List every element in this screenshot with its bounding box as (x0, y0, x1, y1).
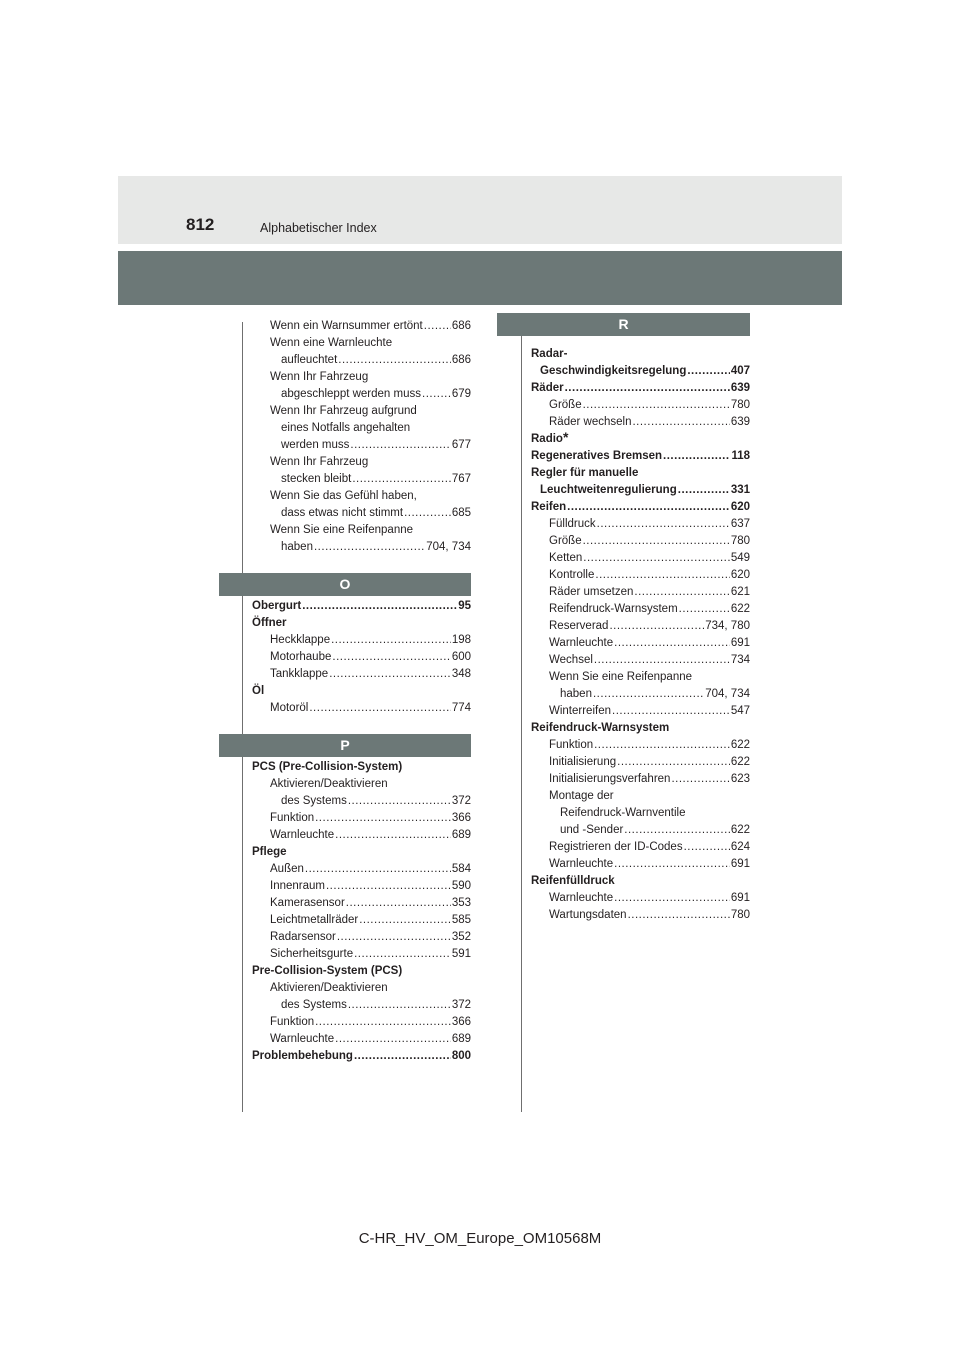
index-entry (531, 771, 750, 788)
index-entry-term: Größe (549, 535, 582, 547)
index-entry (531, 601, 750, 618)
index-entry-term: Wenn eine Warnleuchte (270, 337, 393, 349)
index-entry-term: Kamerasensor (270, 897, 345, 909)
index-entry (252, 793, 471, 810)
dot-leader (329, 666, 451, 683)
dot-leader (350, 437, 450, 454)
index-entry-page: 691 (730, 637, 750, 649)
index-entry-term: Wenn Ihr Fahrzeug (270, 371, 369, 383)
dot-leader (305, 861, 451, 878)
dot-leader (359, 912, 451, 929)
index-entry: Radio * (531, 431, 750, 448)
index-entry (531, 567, 750, 584)
index-entry-term: und -Sender (560, 824, 624, 836)
index-entry (531, 805, 750, 822)
index-entry-page: 689 (451, 829, 471, 841)
index-entry-page: 366 (451, 1016, 471, 1028)
index-entry-term: Radio (531, 433, 563, 445)
dot-leader (309, 700, 450, 717)
index-entry-page: 622 (730, 603, 750, 615)
index-entry (531, 839, 750, 856)
index-entry (252, 352, 471, 369)
index-entry-term: haben (281, 541, 313, 553)
index-entry-term: des Systems (281, 999, 347, 1011)
index-entry (252, 649, 471, 666)
index-entry-page: 734, 780 (705, 620, 750, 632)
index-entry (252, 861, 471, 878)
index-entry-page: 637 (730, 518, 750, 530)
dot-leader (583, 533, 730, 550)
index-entry-term: aufleuchtet (281, 354, 338, 366)
dot-leader (687, 363, 729, 380)
index-entry (252, 700, 471, 717)
index-entry (252, 335, 471, 352)
index-entry-term: Reserverad (549, 620, 609, 632)
dot-leader (565, 380, 730, 397)
index-entry-term: Wenn Sie eine Reifenpanne (549, 671, 693, 683)
index-entry (252, 844, 471, 861)
index-entry (252, 505, 471, 522)
index-entry-term: Wenn Ihr Fahrzeug aufgrund (270, 405, 417, 417)
dot-leader (302, 598, 457, 615)
dot-leader (331, 632, 451, 649)
dot-leader (335, 827, 451, 844)
index-entry-page: 689 (451, 1033, 471, 1045)
dot-leader (594, 737, 730, 754)
index-entry (252, 420, 471, 437)
index-entry (252, 454, 471, 471)
dot-leader (593, 686, 704, 703)
index-entry (252, 912, 471, 929)
index-entry-term: Funktion (270, 812, 315, 824)
index-entry-term: Räder umsetzen (549, 586, 634, 598)
index-entry-page: 704, 734 (705, 688, 750, 700)
index-entry-term: PCS (Pre-Collision-System) (252, 761, 403, 773)
index-entry-term: Öffner (252, 617, 287, 629)
index-entry-term: Warnleuchte (270, 829, 335, 841)
index-entry-term: Warnleuchte (270, 1033, 335, 1045)
index-entry-term: Reifenfülldruck (531, 875, 615, 887)
index-entry (252, 666, 471, 683)
index-entry-page: 348 (451, 668, 471, 680)
index-entry (531, 907, 750, 924)
index-entry (531, 788, 750, 805)
index-entry-term: Warnleuchte (549, 892, 614, 904)
index-entry-term: Wechsel (549, 654, 593, 666)
index-entry-page: 620 (730, 569, 750, 581)
dot-leader (612, 703, 730, 720)
index-entry-term: Reifendruck-Warnventile (560, 807, 686, 819)
dot-leader (595, 567, 729, 584)
index-entry (531, 380, 750, 397)
index-entry-page: 734 (730, 654, 750, 666)
index-entry-term: Leichtmetallräder (270, 914, 359, 926)
index-entry-term: Pflege (252, 846, 287, 858)
index-entry (531, 363, 750, 380)
dot-leader (614, 635, 730, 652)
index-entry-term: Räder (531, 382, 564, 394)
dot-leader (348, 793, 451, 810)
index-entry-page: 372 (451, 999, 471, 1011)
index-entry (531, 516, 750, 533)
dot-leader (679, 601, 730, 618)
index-entry-page: 639 (730, 382, 750, 394)
index-entry-page: 621 (730, 586, 750, 598)
dot-leader (609, 618, 704, 635)
index-entry-term: Tankklappe (270, 668, 329, 680)
index-entry-page: 685 (451, 507, 471, 519)
index-entry-page: 774 (451, 702, 471, 714)
index-entry (252, 827, 471, 844)
index-entry (531, 873, 750, 890)
index-entry-term: Funktion (270, 1016, 315, 1028)
dot-leader (346, 895, 451, 912)
index-entry-term: stecken bleibt (281, 473, 352, 485)
index-entry-page: 686 (451, 354, 471, 366)
index-entry-page: 780 (730, 399, 750, 411)
index-entry-term: eines Notfalls angehalten (281, 422, 411, 434)
index-list-r (531, 346, 750, 924)
dot-leader (632, 414, 729, 431)
dot-leader (352, 471, 450, 488)
index-entry-term: Initialisierung (549, 756, 617, 768)
index-entry-term: Leuchtweitenregulierung (540, 484, 677, 496)
index-entry-term: Wenn Ihr Fahrzeug (270, 456, 369, 468)
dot-leader (354, 946, 451, 963)
index-entry-page: 780 (730, 535, 750, 547)
index-entry (252, 1031, 471, 1048)
index-entry (531, 618, 750, 635)
index-entry-term: Reifendruck-Warnsystem (549, 603, 678, 615)
section-title: Alphabetischer Index (260, 221, 377, 235)
index-entry-term: Öl (252, 685, 265, 697)
index-entry (531, 635, 750, 652)
index-entry (531, 754, 750, 771)
index-entry-term: Problembehebung (252, 1050, 353, 1062)
index-entry (252, 598, 471, 615)
index-entry-term: Fülldruck (549, 518, 596, 530)
dot-leader (594, 652, 730, 669)
index-entry-term: Außen (270, 863, 304, 875)
index-entry-term: Initialisierungsverfahren (549, 773, 671, 785)
index-entry-page: 800 (451, 1050, 471, 1062)
index-entry-term: Größe (549, 399, 582, 411)
dot-leader (337, 929, 451, 946)
index-entry-term: Obergurt (252, 600, 302, 612)
index-entry-term: Funktion (549, 739, 594, 751)
index-entry-term: Räder wechseln (549, 416, 632, 428)
index-entry-term: Aktivieren/Deaktivieren (270, 778, 388, 790)
index-entry (531, 703, 750, 720)
index-entry-term: Motorhaube (270, 651, 332, 663)
index-entry-page: 590 (451, 880, 471, 892)
index-entry-term: Sicherheitsgurte (270, 948, 354, 960)
index-entry-term: Radar- (531, 348, 568, 360)
index-entry-page: 639 (730, 416, 750, 428)
index-entry-page: 622 (730, 824, 750, 836)
dot-leader (354, 1048, 451, 1065)
index-entry-term: Pre-Collision-System (PCS) (252, 965, 403, 977)
index-entry-page: 623 (730, 773, 750, 785)
dot-leader (583, 397, 730, 414)
index-entry-page: 585 (451, 914, 471, 926)
index-entry (252, 471, 471, 488)
letter-bar-p: P (219, 734, 471, 757)
index-entry (531, 397, 750, 414)
index-entry-page: 780 (730, 909, 750, 921)
index-entry (252, 539, 471, 556)
index-entry-page: 686 (451, 320, 471, 332)
dot-leader (614, 890, 730, 907)
index-entry-page: 549 (730, 552, 750, 564)
index-entry-term: Wartungsdaten (549, 909, 627, 921)
index-entry (531, 346, 750, 363)
index-entry-page: 679 (451, 388, 471, 400)
index-entry-term: Warnleuchte (549, 637, 614, 649)
index-entry (531, 737, 750, 754)
index-entry (252, 878, 471, 895)
right-column-rule (521, 336, 522, 1112)
index-entry (252, 997, 471, 1014)
index-entry-term: Wenn Sie das Gefühl haben, (270, 490, 417, 502)
index-entry (252, 963, 471, 980)
index-list-left-continued (252, 318, 471, 556)
dot-leader (567, 499, 730, 516)
index-entry-page: 352 (451, 931, 471, 943)
index-entry (531, 550, 750, 567)
index-entry (252, 810, 471, 827)
index-entry-term: Reifendruck-Warnsystem (531, 722, 670, 734)
index-entry-page: 624 (730, 841, 750, 853)
index-entry-term: Wenn Sie eine Reifenpanne (270, 524, 414, 536)
dot-leader (348, 997, 451, 1014)
index-entry-term: Innenraum (270, 880, 325, 892)
index-entry-page: 407 (730, 365, 750, 377)
index-entry-page: 600 (451, 651, 471, 663)
chapter-band (118, 251, 842, 305)
dot-leader (634, 584, 729, 601)
index-entry-page: 622 (730, 756, 750, 768)
index-entry (252, 615, 471, 632)
index-entry-term: Regler für manuelle (531, 467, 639, 479)
dot-leader (424, 318, 451, 335)
index-entry-page: 591 (451, 948, 471, 960)
index-entry-term: Ketten (549, 552, 583, 564)
index-entry (531, 720, 750, 737)
index-entry (531, 482, 750, 499)
dot-leader (678, 482, 730, 499)
index-entry-page: 547 (730, 705, 750, 717)
dot-leader (617, 754, 730, 771)
index-entry (252, 522, 471, 539)
dot-leader (684, 839, 730, 856)
index-entry-term: Warnleuchte (549, 858, 614, 870)
index-entry-page: 331 (730, 484, 750, 496)
index-entry (252, 895, 471, 912)
index-entry-page: 584 (451, 863, 471, 875)
index-entry (531, 533, 750, 550)
document-code: C-HR_HV_OM_Europe_OM10568M (358, 1230, 602, 1247)
index-entry (252, 759, 471, 776)
dot-leader (315, 810, 451, 827)
index-entry-page: 372 (451, 795, 471, 807)
index-entry (252, 437, 471, 454)
index-entry-term: des Systems (281, 795, 347, 807)
dot-leader (315, 1014, 451, 1031)
index-entry-term: werden muss (281, 439, 350, 451)
index-entry-term: Geschwindigkeitsregelung (540, 365, 687, 377)
index-entry-page: 353 (451, 897, 471, 909)
page-number: 812 (186, 215, 215, 234)
index-entry (531, 856, 750, 873)
index-entry (531, 822, 750, 839)
dot-leader (326, 878, 451, 895)
index-entry (531, 465, 750, 482)
index-list-o (252, 598, 471, 717)
letter-bar-o: O (219, 573, 471, 596)
index-entry-term: Kontrolle (549, 569, 595, 581)
index-entry (252, 1048, 471, 1065)
index-entry-term: Winterreifen (549, 705, 611, 717)
index-entry-page: 95 (458, 600, 471, 612)
dot-leader (404, 505, 451, 522)
index-entry (531, 652, 750, 669)
dot-leader (614, 856, 730, 873)
dot-leader (422, 386, 451, 403)
index-entry (252, 946, 471, 963)
index-entry-page: 118 (731, 450, 750, 462)
index-entry-term: Aktivieren/Deaktivieren (270, 982, 388, 994)
index-entry-term: Radarsensor (270, 931, 336, 943)
index-entry (252, 318, 471, 335)
index-entry (531, 499, 750, 516)
dot-leader (671, 771, 729, 788)
dot-leader (338, 352, 451, 369)
index-entry-page: 677 (451, 439, 471, 451)
index-entry (531, 686, 750, 703)
letter-bar-r: R (497, 313, 750, 336)
index-entry-page: 691 (730, 858, 750, 870)
dot-leader (624, 822, 730, 839)
index-entry-term: Motoröl (270, 702, 309, 714)
index-entry-term: Heckklappe (270, 634, 331, 646)
index-entry-page: 767 (451, 473, 471, 485)
index-entry-term: dass etwas nicht stimmt (281, 507, 404, 519)
dot-leader (628, 907, 730, 924)
index-entry (252, 403, 471, 420)
index-entry-term: Wenn ein Warnsummer ertönt (270, 320, 423, 332)
index-entry (252, 776, 471, 793)
index-entry (252, 488, 471, 505)
index-entry-term: Reifen (531, 501, 567, 513)
index-entry-term: Registrieren der ID-Codes (549, 841, 683, 853)
index-entry (531, 890, 750, 907)
index-list-p (252, 759, 471, 1065)
index-entry (531, 448, 750, 465)
index-entry-page: 704, 734 (426, 541, 471, 553)
index-entry-page: 620 (730, 501, 750, 513)
dot-leader (332, 649, 450, 666)
dot-leader (663, 448, 730, 465)
index-entry-term: haben (560, 688, 592, 700)
index-entry-term: abgeschleppt werden muss (281, 388, 421, 400)
header-band (118, 176, 842, 244)
index-entry (252, 369, 471, 386)
dot-leader (597, 516, 730, 533)
dot-leader (314, 539, 425, 556)
index-entry-page: 366 (451, 812, 471, 824)
index-entry (252, 632, 471, 649)
index-entry (531, 669, 750, 686)
index-entry-page: 691 (730, 892, 750, 904)
index-entry-term: Montage der (549, 790, 614, 802)
index-entry (252, 929, 471, 946)
index-entry-page: 622 (730, 739, 750, 751)
index-entry-term: Regeneratives Bremsen (531, 450, 663, 462)
dot-leader (335, 1031, 451, 1048)
left-column-rule (242, 322, 243, 1112)
dot-leader (583, 550, 730, 567)
index-entry (531, 584, 750, 601)
index-entry-page: 198 (451, 634, 471, 646)
index-entry (252, 980, 471, 997)
index-entry (252, 386, 471, 403)
index-entry (252, 683, 471, 700)
index-entry (252, 1014, 471, 1031)
